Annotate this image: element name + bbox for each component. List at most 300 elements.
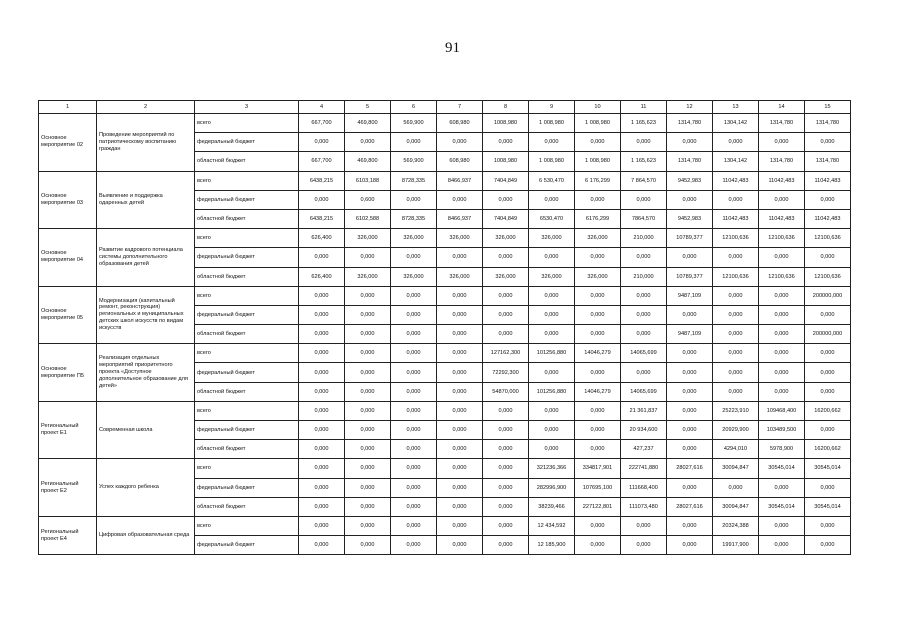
value-cell: 12 185,900 xyxy=(529,536,575,555)
activity-cell: Основное мероприятие 02 xyxy=(39,114,97,172)
value-cell: 222741,880 xyxy=(621,459,667,478)
value-cell: 0,000 xyxy=(529,190,575,209)
value-cell: 54870,000 xyxy=(483,382,529,401)
funding-source-cell: всего xyxy=(195,286,299,305)
value-cell: 9487,109 xyxy=(667,286,713,305)
value-cell: 0,000 xyxy=(391,401,437,420)
value-cell: 30545,014 xyxy=(805,497,851,516)
value-cell: 326,000 xyxy=(575,229,621,248)
value-cell: 0,000 xyxy=(667,536,713,555)
table-row xyxy=(39,459,851,478)
value-cell: 6176,299 xyxy=(575,209,621,228)
value-cell: 0,000 xyxy=(805,363,851,382)
value-cell: 1 008,980 xyxy=(575,152,621,171)
value-cell: 227122,801 xyxy=(575,497,621,516)
value-cell: 0,000 xyxy=(759,382,805,401)
value-cell: 16200,662 xyxy=(805,440,851,459)
activity-name-cell: Цифровая образовательная среда xyxy=(97,516,195,554)
value-cell: 0,000 xyxy=(345,421,391,440)
table-row xyxy=(39,401,851,420)
value-cell: 0,000 xyxy=(805,478,851,497)
value-cell: 0,000 xyxy=(345,325,391,344)
value-cell: 0,000 xyxy=(345,133,391,152)
value-cell: 0,000 xyxy=(391,497,437,516)
value-cell: 6102,588 xyxy=(345,209,391,228)
column-header: 11 xyxy=(621,101,667,114)
value-cell: 0,000 xyxy=(621,133,667,152)
value-cell: 0,000 xyxy=(345,382,391,401)
activity-name-cell: Успех каждого ребенка xyxy=(97,459,195,517)
value-cell: 12100,636 xyxy=(759,229,805,248)
value-cell: 0,000 xyxy=(391,190,437,209)
value-cell: 282996,900 xyxy=(529,478,575,497)
value-cell: 0,000 xyxy=(391,248,437,267)
column-header: 15 xyxy=(805,101,851,114)
value-cell: 14065,699 xyxy=(621,382,667,401)
value-cell: 0,000 xyxy=(437,459,483,478)
value-cell: 1 008,980 xyxy=(575,114,621,133)
activity-name-cell: Модернизация (капитальный ремонт, реконструкция) региональных и муниципальных детских школ искусств по видам искусств xyxy=(97,286,195,344)
value-cell: 0,000 xyxy=(667,516,713,535)
funding-source-cell: всего xyxy=(195,171,299,190)
value-cell: 1008,980 xyxy=(483,152,529,171)
value-cell: 321236,366 xyxy=(529,459,575,478)
value-cell: 0,000 xyxy=(483,248,529,267)
value-cell: 0,000 xyxy=(299,440,345,459)
value-cell: 0,000 xyxy=(437,497,483,516)
value-cell: 0,000 xyxy=(713,286,759,305)
value-cell: 0,000 xyxy=(575,363,621,382)
value-cell: 0,000 xyxy=(345,344,391,363)
value-cell: 0,000 xyxy=(299,248,345,267)
value-cell: 8728,335 xyxy=(391,171,437,190)
funding-source-cell: федеральный бюджет xyxy=(195,190,299,209)
value-cell: 25223,910 xyxy=(713,401,759,420)
funding-source-cell: федеральный бюджет xyxy=(195,478,299,497)
value-cell: 1304,142 xyxy=(713,152,759,171)
value-cell: 0,000 xyxy=(575,536,621,555)
activity-cell: Основное мероприятие 04 xyxy=(39,229,97,287)
value-cell: 0,000 xyxy=(483,459,529,478)
funding-source-cell: областной бюджет xyxy=(195,440,299,459)
value-cell: 0,000 xyxy=(437,536,483,555)
value-cell: 11042,483 xyxy=(805,171,851,190)
value-cell: 0,000 xyxy=(391,516,437,535)
funding-source-cell: областной бюджет xyxy=(195,382,299,401)
value-cell: 0,000 xyxy=(529,325,575,344)
activity-cell: Региональный проект Е2 xyxy=(39,459,97,517)
value-cell: 0,000 xyxy=(575,133,621,152)
value-cell: 0,000 xyxy=(437,286,483,305)
value-cell: 0,000 xyxy=(345,516,391,535)
value-cell: 28027,616 xyxy=(667,497,713,516)
value-cell: 6530,470 xyxy=(529,209,575,228)
activity-cell: Основное мероприятие 05 xyxy=(39,286,97,344)
value-cell: 0,000 xyxy=(805,344,851,363)
value-cell: 10789,377 xyxy=(667,267,713,286)
value-cell: 1 165,623 xyxy=(621,114,667,133)
value-cell: 1008,980 xyxy=(483,114,529,133)
value-cell: 0,000 xyxy=(391,440,437,459)
column-header: 8 xyxy=(483,101,529,114)
value-cell: 0,000 xyxy=(529,305,575,324)
value-cell: 0,000 xyxy=(299,344,345,363)
value-cell: 107695,100 xyxy=(575,478,621,497)
value-cell: 326,000 xyxy=(391,267,437,286)
value-cell: 28027,616 xyxy=(667,459,713,478)
funding-source-cell: федеральный бюджет xyxy=(195,363,299,382)
value-cell: 30545,014 xyxy=(805,459,851,478)
value-cell: 200000,000 xyxy=(805,325,851,344)
value-cell: 38239,466 xyxy=(529,497,575,516)
value-cell: 21 361,837 xyxy=(621,401,667,420)
value-cell: 0,000 xyxy=(667,363,713,382)
table-row xyxy=(39,516,851,535)
value-cell: 0,000 xyxy=(621,363,667,382)
value-cell: 20324,388 xyxy=(713,516,759,535)
value-cell: 0,000 xyxy=(299,478,345,497)
value-cell: 0,000 xyxy=(805,305,851,324)
value-cell: 0,000 xyxy=(575,190,621,209)
value-cell: 0,000 xyxy=(713,382,759,401)
activity-cell: Основное мероприятие 03 xyxy=(39,171,97,229)
value-cell: 200000,000 xyxy=(805,286,851,305)
value-cell: 0,000 xyxy=(391,478,437,497)
value-cell: 103489,500 xyxy=(759,421,805,440)
value-cell: 0,000 xyxy=(759,133,805,152)
value-cell: 608,980 xyxy=(437,152,483,171)
value-cell: 0,000 xyxy=(299,133,345,152)
value-cell: 0,000 xyxy=(437,421,483,440)
value-cell: 0,000 xyxy=(391,421,437,440)
value-cell: 326,000 xyxy=(437,229,483,248)
value-cell: 0,000 xyxy=(667,190,713,209)
value-cell: 0,000 xyxy=(575,325,621,344)
value-cell: 11042,483 xyxy=(759,171,805,190)
value-cell: 0,000 xyxy=(575,305,621,324)
value-cell: 0,000 xyxy=(529,133,575,152)
value-cell: 6438,215 xyxy=(299,209,345,228)
value-cell: 72292,300 xyxy=(483,363,529,382)
value-cell: 0,000 xyxy=(621,190,667,209)
funding-source-cell: областной бюджет xyxy=(195,209,299,228)
value-cell: 210,000 xyxy=(621,229,667,248)
value-cell: 0,000 xyxy=(621,325,667,344)
funding-source-cell: федеральный бюджет xyxy=(195,421,299,440)
value-cell: 7864,570 xyxy=(621,209,667,228)
value-cell: 6 530,470 xyxy=(529,171,575,190)
value-cell: 0,000 xyxy=(483,401,529,420)
value-cell: 0,000 xyxy=(759,516,805,535)
value-cell: 0,000 xyxy=(575,248,621,267)
funding-source-cell: областной бюджет xyxy=(195,152,299,171)
column-header: 4 xyxy=(299,101,345,114)
value-cell: 0,000 xyxy=(391,363,437,382)
value-cell: 12 434,592 xyxy=(529,516,575,535)
value-cell: 12100,636 xyxy=(713,229,759,248)
value-cell: 0,000 xyxy=(621,248,667,267)
value-cell: 0,000 xyxy=(299,305,345,324)
funding-source-cell: всего xyxy=(195,229,299,248)
value-cell: 0,000 xyxy=(759,536,805,555)
value-cell: 0,000 xyxy=(483,421,529,440)
value-cell: 0,000 xyxy=(805,248,851,267)
value-cell: 0,000 xyxy=(621,305,667,324)
value-cell: 667,700 xyxy=(299,152,345,171)
value-cell: 0,000 xyxy=(345,478,391,497)
value-cell: 0,000 xyxy=(759,305,805,324)
page-number: 91 xyxy=(445,40,460,56)
value-cell: 0,000 xyxy=(437,248,483,267)
value-cell: 0,000 xyxy=(437,363,483,382)
value-cell: 0,000 xyxy=(345,401,391,420)
activity-name-cell: Современная школа xyxy=(97,401,195,459)
value-cell: 326,000 xyxy=(345,267,391,286)
value-cell: 14046,279 xyxy=(575,344,621,363)
value-cell: 0,000 xyxy=(437,478,483,497)
value-cell: 1304,142 xyxy=(713,114,759,133)
value-cell: 111073,480 xyxy=(621,497,667,516)
value-cell: 0,000 xyxy=(345,440,391,459)
value-cell: 0,000 xyxy=(437,516,483,535)
value-cell: 0,000 xyxy=(667,382,713,401)
value-cell: 0,000 xyxy=(667,440,713,459)
value-cell: 0,000 xyxy=(667,478,713,497)
header-row xyxy=(39,101,851,114)
value-cell: 6438,215 xyxy=(299,171,345,190)
value-cell: 0,000 xyxy=(805,516,851,535)
column-header: 1 xyxy=(39,101,97,114)
value-cell: 7404,849 xyxy=(483,171,529,190)
value-cell: 7404,849 xyxy=(483,209,529,228)
table-row xyxy=(39,114,851,133)
value-cell: 0,000 xyxy=(391,382,437,401)
value-cell: 0,000 xyxy=(483,286,529,305)
value-cell: 210,000 xyxy=(621,267,667,286)
value-cell: 0,000 xyxy=(345,248,391,267)
value-cell: 0,000 xyxy=(575,286,621,305)
value-cell: 0,000 xyxy=(713,325,759,344)
value-cell: 0,000 xyxy=(483,190,529,209)
value-cell: 0,000 xyxy=(483,478,529,497)
value-cell: 11042,483 xyxy=(713,209,759,228)
value-cell: 20 934,600 xyxy=(621,421,667,440)
value-cell: 0,000 xyxy=(437,190,483,209)
activity-cell: Региональный проект Е1 xyxy=(39,401,97,459)
funding-source-cell: всего xyxy=(195,114,299,133)
value-cell: 0,000 xyxy=(437,344,483,363)
value-cell: 0,000 xyxy=(437,440,483,459)
value-cell: 0,000 xyxy=(759,478,805,497)
table-row xyxy=(39,286,851,305)
value-cell: 0,000 xyxy=(713,190,759,209)
table-row xyxy=(39,229,851,248)
value-cell: 569,900 xyxy=(391,152,437,171)
value-cell: 0,000 xyxy=(483,325,529,344)
funding-source-cell: областной бюджет xyxy=(195,325,299,344)
funding-source-cell: федеральный бюджет xyxy=(195,248,299,267)
value-cell: 0,000 xyxy=(391,536,437,555)
value-cell: 0,000 xyxy=(667,344,713,363)
value-cell: 8466,937 xyxy=(437,209,483,228)
value-cell: 0,000 xyxy=(621,516,667,535)
value-cell: 0,000 xyxy=(667,248,713,267)
value-cell: 0,000 xyxy=(299,363,345,382)
value-cell: 0,000 xyxy=(575,516,621,535)
value-cell: 9487,109 xyxy=(667,325,713,344)
value-cell: 0,000 xyxy=(805,382,851,401)
value-cell: 0,000 xyxy=(529,421,575,440)
value-cell: 10789,377 xyxy=(667,229,713,248)
value-cell: 12100,636 xyxy=(805,229,851,248)
value-cell: 0,000 xyxy=(759,248,805,267)
value-cell: 0,000 xyxy=(483,440,529,459)
value-cell: 0,000 xyxy=(667,133,713,152)
value-cell: 6103,188 xyxy=(345,171,391,190)
value-cell: 0,000 xyxy=(621,286,667,305)
value-cell: 0,000 xyxy=(759,325,805,344)
value-cell: 0,000 xyxy=(667,421,713,440)
funding-source-cell: федеральный бюджет xyxy=(195,536,299,555)
value-cell: 6 176,299 xyxy=(575,171,621,190)
value-cell: 12100,636 xyxy=(805,267,851,286)
column-header: 10 xyxy=(575,101,621,114)
funding-source-cell: областной бюджет xyxy=(195,267,299,286)
value-cell: 0,000 xyxy=(759,363,805,382)
value-cell: 626,400 xyxy=(299,267,345,286)
value-cell: 0,000 xyxy=(299,421,345,440)
value-cell: 11042,483 xyxy=(805,209,851,228)
budget-table xyxy=(38,100,851,555)
value-cell: 0,000 xyxy=(437,133,483,152)
column-header: 2 xyxy=(97,101,195,114)
value-cell: 16200,662 xyxy=(805,401,851,420)
value-cell: 334817,901 xyxy=(575,459,621,478)
value-cell: 30545,014 xyxy=(759,459,805,478)
value-cell: 1314,780 xyxy=(805,152,851,171)
value-cell: 30094,847 xyxy=(713,497,759,516)
value-cell: 0,000 xyxy=(391,305,437,324)
value-cell: 109468,400 xyxy=(759,401,805,420)
value-cell: 0,000 xyxy=(713,478,759,497)
value-cell: 0,000 xyxy=(299,536,345,555)
value-cell: 0,000 xyxy=(345,459,391,478)
value-cell: 0,000 xyxy=(483,305,529,324)
value-cell: 19917,900 xyxy=(713,536,759,555)
value-cell: 0,000 xyxy=(483,536,529,555)
column-header: 5 xyxy=(345,101,391,114)
value-cell: 30094,847 xyxy=(713,459,759,478)
value-cell: 0,000 xyxy=(805,421,851,440)
value-cell: 0,000 xyxy=(345,536,391,555)
value-cell: 0,000 xyxy=(759,344,805,363)
value-cell: 326,000 xyxy=(483,229,529,248)
value-cell: 0,000 xyxy=(759,190,805,209)
value-cell: 326,000 xyxy=(345,229,391,248)
value-cell: 1 165,623 xyxy=(621,152,667,171)
value-cell: 8728,335 xyxy=(391,209,437,228)
column-header: 12 xyxy=(667,101,713,114)
activity-name-cell: Выявление и поддержка одаренных детей xyxy=(97,171,195,229)
value-cell: 101256,880 xyxy=(529,382,575,401)
value-cell: 0,000 xyxy=(713,248,759,267)
value-cell: 326,000 xyxy=(529,229,575,248)
value-cell: 20929,900 xyxy=(713,421,759,440)
value-cell: 0,000 xyxy=(437,305,483,324)
value-cell: 14046,279 xyxy=(575,382,621,401)
value-cell: 0,000 xyxy=(667,305,713,324)
table-row xyxy=(39,344,851,363)
value-cell: 0,000 xyxy=(483,133,529,152)
value-cell: 626,400 xyxy=(299,229,345,248)
value-cell: 0,000 xyxy=(345,363,391,382)
value-cell: 326,000 xyxy=(391,229,437,248)
funding-source-cell: федеральный бюджет xyxy=(195,305,299,324)
column-header: 6 xyxy=(391,101,437,114)
column-header: 13 xyxy=(713,101,759,114)
value-cell: 11042,483 xyxy=(713,171,759,190)
value-cell: 8466,937 xyxy=(437,171,483,190)
value-cell: 569,900 xyxy=(391,114,437,133)
value-cell: 101256,880 xyxy=(529,344,575,363)
value-cell: 12100,636 xyxy=(713,267,759,286)
column-header: 3 xyxy=(195,101,299,114)
funding-source-cell: всего xyxy=(195,401,299,420)
value-cell: 0,600 xyxy=(345,190,391,209)
value-cell: 9452,983 xyxy=(667,171,713,190)
funding-source-cell: федеральный бюджет xyxy=(195,133,299,152)
value-cell: 0,000 xyxy=(437,325,483,344)
value-cell: 0,000 xyxy=(391,286,437,305)
value-cell: 7 864,570 xyxy=(621,171,667,190)
value-cell: 5978,900 xyxy=(759,440,805,459)
value-cell: 14065,699 xyxy=(621,344,667,363)
value-cell: 0,000 xyxy=(805,133,851,152)
value-cell: 0,000 xyxy=(391,459,437,478)
value-cell: 0,000 xyxy=(483,497,529,516)
value-cell: 0,000 xyxy=(805,190,851,209)
table-body xyxy=(39,101,851,555)
value-cell: 608,980 xyxy=(437,114,483,133)
value-cell: 127162,300 xyxy=(483,344,529,363)
column-header: 9 xyxy=(529,101,575,114)
value-cell: 12100,636 xyxy=(759,267,805,286)
value-cell: 0,000 xyxy=(713,344,759,363)
value-cell: 0,000 xyxy=(529,363,575,382)
value-cell: 0,000 xyxy=(805,536,851,555)
value-cell: 469,800 xyxy=(345,152,391,171)
value-cell: 0,000 xyxy=(299,516,345,535)
value-cell: 469,800 xyxy=(345,114,391,133)
value-cell: 111668,400 xyxy=(621,478,667,497)
value-cell: 4294,010 xyxy=(713,440,759,459)
value-cell: 0,000 xyxy=(437,401,483,420)
value-cell: 0,000 xyxy=(575,440,621,459)
value-cell: 0,000 xyxy=(299,401,345,420)
value-cell: 0,000 xyxy=(299,190,345,209)
value-cell: 667,700 xyxy=(299,114,345,133)
value-cell: 0,000 xyxy=(299,459,345,478)
value-cell: 0,000 xyxy=(529,401,575,420)
value-cell: 9452,983 xyxy=(667,209,713,228)
value-cell: 0,000 xyxy=(529,440,575,459)
funding-source-cell: всего xyxy=(195,516,299,535)
value-cell: 0,000 xyxy=(391,133,437,152)
value-cell: 0,000 xyxy=(299,382,345,401)
value-cell: 0,000 xyxy=(299,497,345,516)
value-cell: 0,000 xyxy=(391,325,437,344)
value-cell: 1314,780 xyxy=(667,114,713,133)
